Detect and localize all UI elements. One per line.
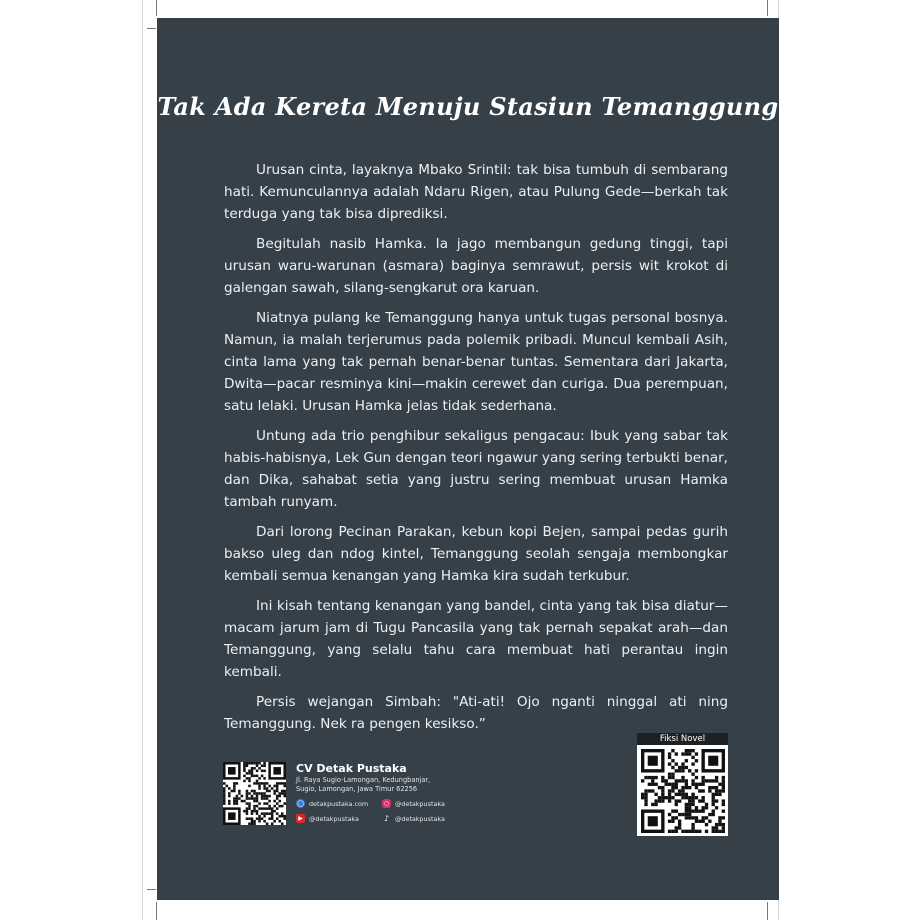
tiktok-icon: ♪ bbox=[383, 814, 390, 823]
social-youtube[interactable] bbox=[296, 814, 382, 823]
blurb-paragraph-3: Niatnya pulang ke Temanggung hanya untuk tugas personal bosnya. Namun, ia malah terjerumus pada polemik pribadi. Muncul kembali Asih, cinta lama yang tak pernah benar-benar tuntas. Sementara dari Jakarta, Dwita—pacar resminya kini—makin cerewet dan curiga. Dua perempuan, satu lelaki. Urusan Hamka jelas tidak sederhana. bbox=[224, 310, 728, 414]
genre-qr-block bbox=[637, 733, 728, 836]
crop-mark-bottom-right-vertical bbox=[767, 902, 768, 920]
blurb-text bbox=[224, 159, 728, 743]
social-tiktok[interactable] bbox=[382, 814, 472, 823]
social-instagram[interactable] bbox=[382, 799, 472, 808]
blurb-paragraph-7: Persis wejangan Simbah: "Ati-ati! Ojo nganti ninggal ati ning Temanggung. Nek ra pengen kesikso.” bbox=[224, 694, 728, 732]
social-website-label: detakpustaka.com bbox=[309, 799, 369, 808]
social-instagram-label: @detakpustaka bbox=[395, 799, 445, 808]
publisher-qr-code[interactable] bbox=[223, 762, 286, 825]
blurb-paragraph-5: Dari lorong Pecinan Parakan, kebun kopi Bejen, sampai pedas gurih bakso uleg dan ndog kintel, Temanggung seolah sengaja membongkar kembali semua kenangan yang Hamka kira sudah terkubur. bbox=[224, 524, 728, 584]
publisher-address bbox=[296, 776, 486, 794]
publisher-block bbox=[223, 762, 483, 832]
blurb-paragraph-2: Begitulah nasib Hamka. Ia jago membangun gedung tinggi, tapi urusan waru-warunan (asmara) baginya semrawut, persis wit krokot di galengan sawah, silang-sengkarut ora karuan. bbox=[224, 236, 728, 296]
globe-icon: ◯ bbox=[297, 800, 304, 807]
blurb-paragraph-4: Untung ada trio penghibur sekaligus pengacau: Ibuk yang sabar tak habis-habisnya, Lek Gun dengan teori ngawur yang sering terbukti benar, dan Dika, sahabat setia yang justru sering membuat urusan Hamka tambah runyam. bbox=[224, 428, 728, 510]
instagram-icon: ○ bbox=[383, 800, 390, 807]
crop-mark-bottom-left-vertical bbox=[156, 902, 157, 920]
publisher-address-line-1: Jl. Raya Sugio-Lamongan, Kedungbanjar, bbox=[296, 776, 431, 784]
blurb-paragraph-1: Urusan cinta, layaknya Mbako Srintil: tak bisa tumbuh di sembarang hati. Kemunculannya adalah Ndaru Rigen, atau Pulung Gede—berkah tak terduga yang tak bisa diprediksi. bbox=[224, 162, 728, 222]
publisher-name: CV Detak Pustaka bbox=[296, 762, 407, 775]
publisher-address-line-2: Sugio, Lamongan, Jawa Timur 62256 bbox=[296, 785, 418, 793]
publisher-info bbox=[296, 762, 486, 823]
crop-mark-bottom-left bbox=[147, 889, 156, 890]
genre-label: Fiksi Novel bbox=[637, 733, 728, 745]
genre-qr-code[interactable] bbox=[637, 745, 728, 836]
social-tiktok-label: @detakpustaka bbox=[395, 814, 445, 823]
crop-mark-top-right-vertical bbox=[767, 0, 768, 16]
book-back-cover bbox=[157, 18, 779, 900]
publisher-socials bbox=[296, 799, 486, 823]
crop-mark-top-left bbox=[147, 28, 156, 29]
youtube-icon: ▶ bbox=[296, 814, 305, 823]
social-youtube-label: @detakpustaka bbox=[309, 814, 359, 823]
blurb-paragraph-6: Ini kisah tentang kenangan yang bandel, cinta yang tak bisa diatur—macam jarum jam di Tugu Pancasila yang tak pernah sepakat arah—dan Temanggung, yang selalu tahu cara membuat hati perantau ingin kembali. bbox=[224, 598, 728, 680]
crop-mark-top-left-vertical bbox=[156, 0, 157, 16]
book-title: Tak Ada Kereta Menuju Stasiun Temanggung bbox=[157, 92, 779, 121]
social-website[interactable] bbox=[296, 799, 382, 808]
